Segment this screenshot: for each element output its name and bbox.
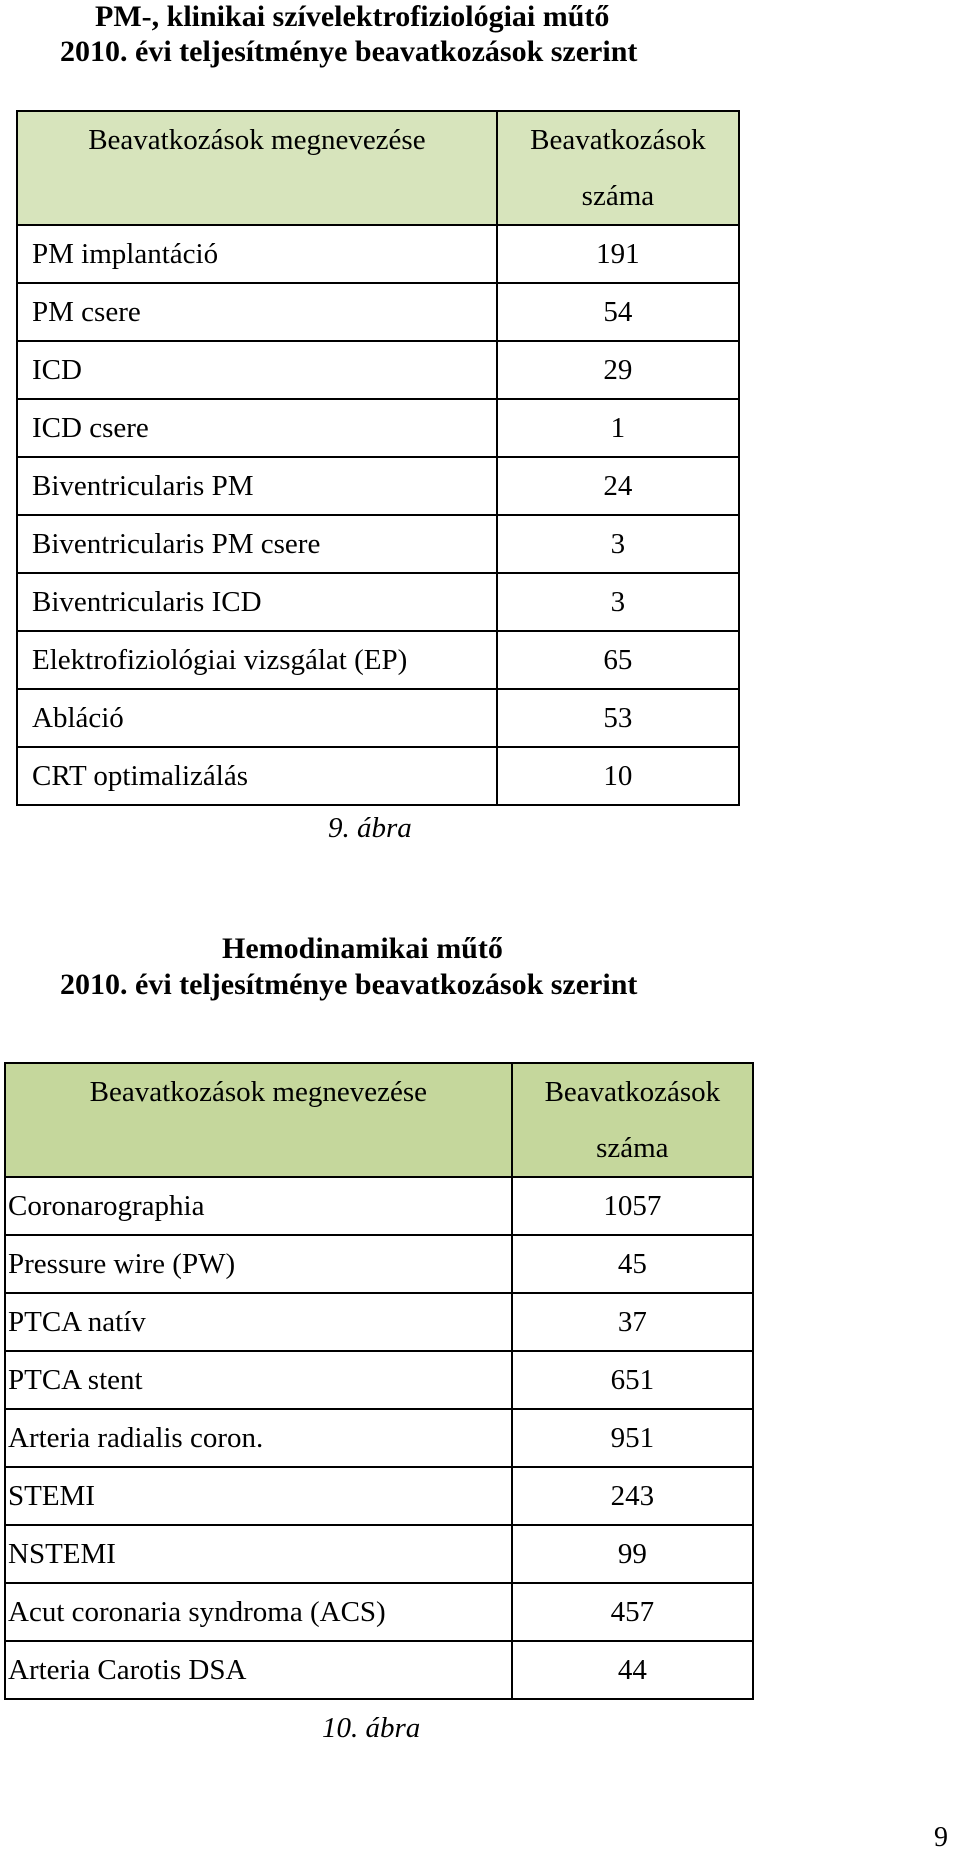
- figure-caption-9: 9. ábra: [328, 812, 412, 844]
- procedures-table-hemodynamics: [4, 1062, 754, 1700]
- section2-title-line1: Hemodinamikai műtő: [222, 932, 503, 965]
- procedure-name: Biventricularis PM: [17, 457, 497, 515]
- page-number: 9: [934, 1822, 948, 1853]
- procedure-name: Arteria radialis coron.: [5, 1409, 512, 1467]
- procedure-name: Biventricularis ICD: [17, 573, 497, 631]
- procedure-name: PM implantáció: [17, 225, 497, 283]
- header-name-cell: [17, 111, 497, 225]
- header-name-label: Beavatkozások megnevezése: [89, 1076, 428, 1108]
- table-row: [5, 1525, 753, 1583]
- header-count-cell: [512, 1063, 753, 1177]
- header-count-cell: [497, 111, 739, 225]
- procedure-count: 24: [497, 457, 739, 515]
- header-count-label-line1: Beavatkozások: [544, 1076, 721, 1108]
- procedure-count: 10: [497, 747, 739, 805]
- header-name-label: Beavatkozások megnevezése: [88, 124, 426, 156]
- procedure-count: 53: [497, 689, 739, 747]
- header-name-cell: [5, 1063, 512, 1177]
- procedure-count: 1: [497, 399, 739, 457]
- procedure-count: 44: [512, 1641, 753, 1699]
- procedure-name: Biventricularis PM csere: [17, 515, 497, 573]
- table-row: [5, 1641, 753, 1699]
- procedure-count: 65: [497, 631, 739, 689]
- procedure-name: Abláció: [17, 689, 497, 747]
- procedure-name: CRT optimalizálás: [17, 747, 497, 805]
- procedure-count: 99: [512, 1525, 753, 1583]
- procedures-table-ep: [16, 110, 740, 806]
- procedure-count: 1057: [512, 1177, 753, 1235]
- table-row: [5, 1583, 753, 1641]
- procedure-name: PTCA natív: [5, 1293, 512, 1351]
- procedure-name: Coronarographia: [5, 1177, 512, 1235]
- procedure-name: PTCA stent: [5, 1351, 512, 1409]
- section1-title-line2: 2010. évi teljesítménye beavatkozások szerint: [60, 35, 638, 68]
- procedure-name: ICD csere: [17, 399, 497, 457]
- table-row: [17, 515, 739, 573]
- header-count-label-line1: Beavatkozások: [530, 124, 706, 156]
- section2-title-line2: 2010. évi teljesítménye beavatkozások szerint: [60, 968, 638, 1001]
- procedure-name: NSTEMI: [5, 1525, 512, 1583]
- header-count-label-line2: száma: [596, 1132, 669, 1164]
- procedure-count: 3: [497, 573, 739, 631]
- procedure-name: Arteria Carotis DSA: [5, 1641, 512, 1699]
- procedure-count: 45: [512, 1235, 753, 1293]
- table-row: [5, 1351, 753, 1409]
- table-row: [17, 457, 739, 515]
- procedure-name: Elektrofiziológiai vizsgálat (EP): [17, 631, 497, 689]
- procedure-count: 37: [512, 1293, 753, 1351]
- procedure-name: ICD: [17, 341, 497, 399]
- table-row: [17, 631, 739, 689]
- procedure-count: 243: [512, 1467, 753, 1525]
- procedure-count: 651: [512, 1351, 753, 1409]
- procedure-count: 29: [497, 341, 739, 399]
- table-row: [17, 689, 739, 747]
- table-row: [5, 1409, 753, 1467]
- table-row: [17, 225, 739, 283]
- procedure-name: Acut coronaria syndroma (ACS): [5, 1583, 512, 1641]
- procedure-name: STEMI: [5, 1467, 512, 1525]
- table-row: [17, 747, 739, 805]
- procedure-name: PM csere: [17, 283, 497, 341]
- table-row: [17, 341, 739, 399]
- header-count-label-line2: száma: [581, 180, 655, 212]
- table-row: [5, 1235, 753, 1293]
- procedure-count: 191: [497, 225, 739, 283]
- procedure-count: 54: [497, 283, 739, 341]
- procedure-count: 457: [512, 1583, 753, 1641]
- table-row: [5, 1177, 753, 1235]
- table-row: [17, 399, 739, 457]
- table-header-row: [5, 1063, 753, 1177]
- procedure-count: 951: [512, 1409, 753, 1467]
- table-header-row: [17, 111, 739, 225]
- procedure-count: 3: [497, 515, 739, 573]
- figure-caption-10: 10. ábra: [322, 1712, 421, 1744]
- table-row: [17, 283, 739, 341]
- table-row: [5, 1293, 753, 1351]
- procedure-name: Pressure wire (PW): [5, 1235, 512, 1293]
- table-row: [5, 1467, 753, 1525]
- table-row: [17, 573, 739, 631]
- section1-title-line1: PM-, klinikai szívelektrofiziológiai műtő: [95, 0, 610, 33]
